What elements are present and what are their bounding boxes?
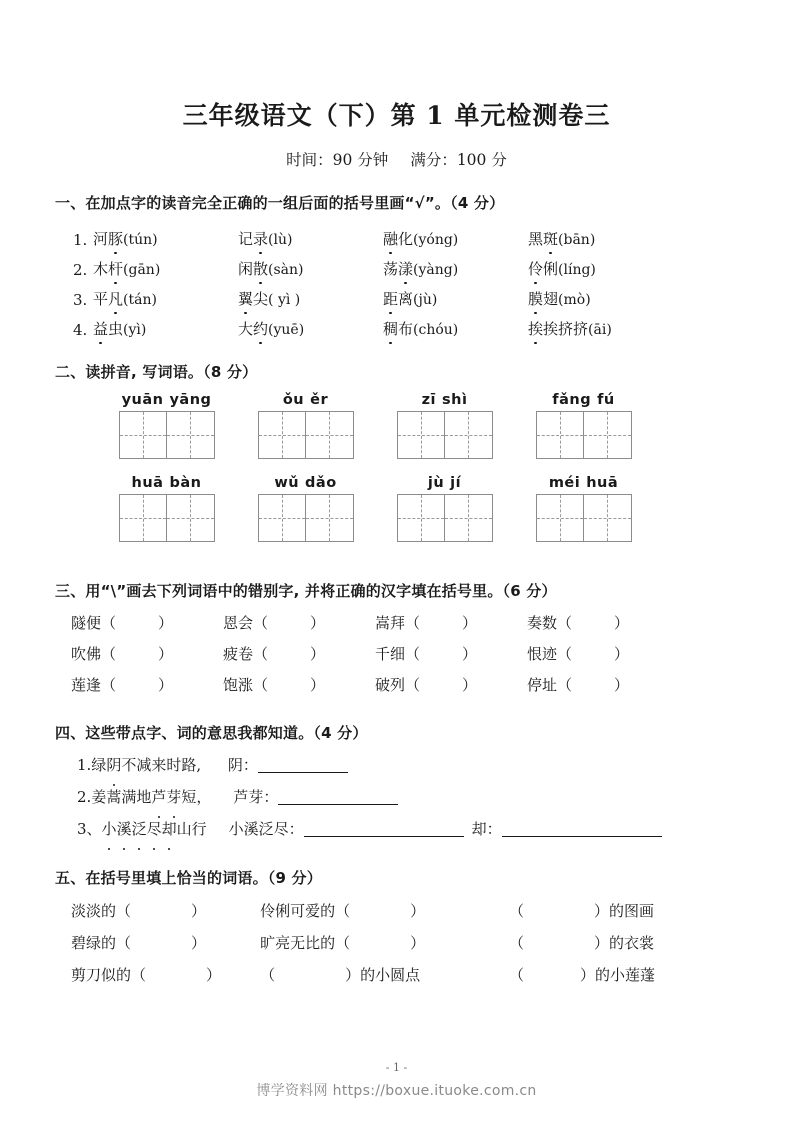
row-index: 4.	[73, 321, 88, 339]
wrong-char-item[interactable]: 吹佛（ ）	[71, 645, 174, 663]
tianzige-cell[interactable]	[583, 412, 630, 458]
pronunciation-item[interactable]: 稠布(chóu)	[383, 320, 459, 338]
exam-meta	[55, 132, 738, 170]
pinyin-syllable: huā	[586, 475, 619, 491]
pronunciation-item[interactable]: 益虫(yì)	[93, 320, 147, 338]
tianzige-box[interactable]	[119, 494, 215, 542]
pronunciation-item[interactable]: 膜翅(mò)	[528, 290, 591, 308]
word-text: 饱涨	[223, 676, 254, 694]
pinyin-syllable: zī	[421, 392, 436, 408]
tianzige-group	[236, 475, 375, 542]
tianzige-cell[interactable]	[398, 412, 445, 458]
pinyin-reading: (tán)	[123, 292, 157, 308]
answer-blank[interactable]	[258, 772, 348, 773]
tianzige-row	[55, 475, 738, 542]
phrase-tail: ）	[191, 901, 207, 920]
pronunciation-item[interactable]: 荡漾(yàng)	[383, 260, 459, 278]
wrong-char-row	[55, 638, 738, 669]
wrong-char-item[interactable]: 奏数（ ）	[527, 614, 630, 632]
phrase-lead: 碧绿的（	[71, 933, 132, 952]
wrong-char-item[interactable]: 恨迹（ ）	[527, 645, 630, 663]
pinyin-syllable: yuān	[121, 392, 164, 408]
dotted-char: 凡	[108, 290, 124, 308]
phrase-lead: 旷亮无比的（	[260, 933, 351, 952]
section-2-grid-rows	[55, 382, 738, 542]
answer-label: 阴：	[227, 756, 258, 774]
section-5-rows	[55, 888, 738, 990]
dotted-char: 芦	[151, 781, 166, 813]
row-index: 3.	[73, 291, 88, 309]
pinyin-reading: (chóu)	[413, 322, 459, 338]
pinyin-syllable: dǎo	[305, 475, 337, 491]
fill-blank-item[interactable]	[509, 932, 738, 953]
pronunciation-item[interactable]: 黑斑(bān)	[528, 230, 596, 248]
pinyin-reading: (yì)	[123, 322, 147, 338]
word-pinyin	[119, 392, 215, 408]
answer-label: 小溪泛尽：	[228, 820, 304, 838]
tianzige-group	[514, 392, 653, 459]
row-index: 1.	[77, 756, 92, 774]
pinyin-reading: (yuē)	[268, 322, 305, 338]
dotted-char: 散	[253, 260, 269, 278]
word-pinyin	[258, 475, 354, 491]
phrase-tail: ）	[206, 965, 222, 984]
tianzige-group	[375, 475, 514, 542]
pinyin-syllable: fǎng	[552, 392, 592, 408]
tianzige-cell[interactable]	[120, 412, 167, 458]
fill-blank-item[interactable]	[260, 964, 509, 985]
row-index: 2.	[73, 261, 88, 279]
tianzige-box[interactable]	[258, 411, 354, 459]
dotted-char: 翼	[238, 290, 254, 308]
fill-blank-item[interactable]	[71, 932, 260, 953]
page-number: - 1 -	[385, 1061, 408, 1074]
dotted-phrase	[151, 788, 181, 806]
dotted-char: 尽	[147, 813, 162, 845]
dotted-char: 阴	[106, 749, 121, 781]
wrong-char-item[interactable]: 莲逢（ ）	[71, 676, 174, 694]
word-pinyin	[397, 475, 493, 491]
word-text: 恨迹	[527, 645, 558, 663]
pronunciation-row	[55, 249, 738, 279]
word-text: 嵩拜	[375, 614, 406, 632]
pinyin-syllable: wǔ	[274, 475, 300, 491]
pinyin-syllable: jí	[450, 475, 462, 491]
dotted-char: 泛	[132, 813, 147, 845]
tianzige-cell[interactable]	[259, 495, 306, 541]
tianzige-box[interactable]	[536, 494, 632, 542]
tianzige-cell[interactable]	[398, 495, 445, 541]
tianzige-cell[interactable]	[444, 495, 491, 541]
pinyin-reading: (yàng)	[413, 262, 459, 278]
dotted-char: 豚	[108, 230, 124, 248]
pinyin-syllable: shì	[441, 392, 468, 408]
tianzige-box[interactable]	[119, 411, 215, 459]
pinyin-reading: (bān)	[558, 232, 596, 248]
word-pinyin	[397, 392, 493, 408]
phrase-lead: （	[509, 965, 525, 984]
meaning-row: 1.绿阴不减来时路, 阴：	[55, 749, 738, 781]
pronunciation-row	[55, 309, 738, 339]
pronunciation-item[interactable]: 翼尖( yì )	[238, 290, 301, 308]
wrong-char-row	[55, 669, 738, 700]
tianzige-group	[236, 392, 375, 459]
answer-blank[interactable]	[502, 836, 662, 837]
fill-blank-row	[55, 926, 738, 958]
tianzige-cell[interactable]	[120, 495, 167, 541]
dotted-char: 录	[253, 230, 269, 248]
pinyin-reading: (mò)	[558, 292, 591, 308]
tianzige-cell[interactable]	[305, 412, 352, 458]
phrase-tail: ）	[410, 933, 426, 952]
pinyin-syllable: yāng	[169, 392, 212, 408]
wrong-char-item[interactable]: 饱涨（ ）	[223, 676, 326, 694]
tianzige-group	[375, 392, 514, 459]
tianzige-cell[interactable]	[537, 495, 584, 541]
section-4-heading: 四、这些带点字、词的意思我都知道。（4 分）	[55, 724, 368, 742]
pinyin-reading: (gān)	[123, 262, 161, 278]
pinyin-reading: (tún)	[123, 232, 158, 248]
section-2-heading: 二、读拼音, 写词语。（8 分）	[55, 363, 258, 381]
pinyin-reading: ( yì )	[268, 292, 301, 308]
dotted-char: 杆	[108, 260, 124, 278]
pinyin-reading: (lù)	[268, 232, 293, 248]
pinyin-syllable: jù	[427, 475, 445, 491]
tianzige-box[interactable]	[397, 411, 493, 459]
page-title: 三年级语文（下）第 1 单元检测卷三	[182, 101, 611, 130]
fill-blank-item[interactable]	[509, 900, 738, 921]
dotted-char: 距	[383, 290, 399, 308]
phrase-tail: ）的衣裳	[594, 933, 655, 952]
pronunciation-item[interactable]: 闲散(sàn)	[238, 260, 304, 278]
row-index: 1.	[73, 231, 88, 249]
wrong-char-item[interactable]: 恩会（ ）	[223, 614, 326, 632]
pronunciation-row	[55, 279, 738, 309]
phrase-tail: ）的小莲蓬	[580, 965, 656, 984]
pinyin-syllable: méi	[548, 475, 581, 491]
meaning-row: 3、小溪泛尽却山行 小溪泛尽： 却：	[55, 813, 738, 845]
wrong-char-item[interactable]: 疲卷（ ）	[223, 645, 326, 663]
fill-blank-row	[55, 894, 738, 926]
pronunciation-item[interactable]: 记录(lù)	[238, 230, 293, 248]
wrong-char-item[interactable]: 隧便（ ）	[71, 614, 174, 632]
word-text: 吹佛	[71, 645, 102, 663]
tianzige-cell[interactable]	[444, 412, 491, 458]
dotted-char: 小	[102, 813, 117, 845]
pronunciation-item[interactable]: 河豚(tún)	[93, 230, 158, 248]
pinyin-reading: (líng)	[558, 262, 596, 278]
word-text: 恩会	[223, 614, 254, 632]
pinyin-syllable: bàn	[169, 475, 202, 491]
answer-blank[interactable]	[304, 836, 464, 837]
wrong-char-item[interactable]: 嵩拜（ ）	[375, 614, 478, 632]
phrase-tail: ）的图画	[594, 901, 655, 920]
phrase-lead: 伶俐可爱的（	[260, 901, 351, 920]
word-text: 隧便	[71, 614, 102, 632]
dotted-char: 挨	[528, 320, 544, 338]
tianzige-box[interactable]	[397, 494, 493, 542]
dotted-char: 却	[162, 813, 177, 845]
word-text: 莲逢	[71, 676, 102, 694]
fill-blank-item[interactable]	[260, 900, 509, 921]
fill-blank-item[interactable]	[260, 932, 509, 953]
word-text: 破列	[375, 676, 406, 694]
tianzige-group	[97, 475, 236, 542]
word-text: 奏数	[527, 614, 558, 632]
pronunciation-item[interactable]: 挨挨挤挤(āi)	[528, 320, 612, 338]
word-pinyin	[536, 392, 632, 408]
wrong-char-item[interactable]: 破列（ ）	[375, 676, 478, 694]
dotted-char: 益	[93, 320, 109, 338]
dotted-char: 斑	[543, 230, 559, 248]
tianzige-cell[interactable]	[537, 412, 584, 458]
fill-blank-row	[55, 958, 738, 990]
exam-time: 时间：90 分钟	[286, 151, 389, 169]
dotted-char: 融	[383, 230, 399, 248]
section-4-rows	[55, 743, 738, 845]
tianzige-box[interactable]	[536, 411, 632, 459]
tianzige-cell[interactable]	[166, 412, 213, 458]
wrong-char-row	[55, 607, 738, 638]
section-3-heading: 三、用“\”画去下列词语中的错别字, 并将正确的汉字填在括号里。（6 分）	[55, 582, 557, 600]
pinyin-reading: (yóng)	[413, 232, 459, 248]
word-text: 疲卷	[223, 645, 254, 663]
phrase-lead: 淡淡的（	[71, 901, 132, 920]
dotted-char: 约	[253, 320, 269, 338]
pronunciation-item[interactable]: 距离(jù)	[383, 290, 438, 308]
row-index: 2.	[77, 788, 92, 806]
phrase-lead: （	[509, 933, 525, 952]
tianzige-group	[514, 475, 653, 542]
pronunciation-item[interactable]: 融化(yóng)	[383, 230, 459, 248]
fill-blank-item[interactable]	[71, 900, 260, 921]
pronunciation-item[interactable]: 伶俐(líng)	[528, 260, 596, 278]
section-5-heading: 五、在括号里填上恰当的词语。（9 分）	[55, 869, 322, 887]
section-1-heading: 一、在加点字的读音完全正确的一组后面的括号里画“√”。（4 分）	[55, 194, 505, 212]
word-pinyin	[536, 475, 632, 491]
answer-blank[interactable]	[278, 804, 398, 805]
fill-blank-item[interactable]	[71, 964, 260, 985]
tianzige-cell[interactable]	[583, 495, 630, 541]
section-3-rows	[55, 601, 738, 700]
pronunciation-item[interactable]: 平凡(tán)	[93, 290, 157, 308]
tianzige-cell[interactable]	[305, 495, 352, 541]
dotted-char: 漾	[398, 260, 414, 278]
tianzige-cell[interactable]	[259, 412, 306, 458]
pronunciation-item[interactable]: 大约(yuē)	[238, 320, 305, 338]
dotted-phrase	[106, 756, 121, 774]
tianzige-row	[55, 392, 738, 459]
tianzige-box[interactable]	[258, 494, 354, 542]
meaning-row: 2.姜蒿满地芦芽短， 芦芽：	[55, 781, 738, 813]
pronunciation-item[interactable]: 木杆(gān)	[93, 260, 161, 278]
pinyin-reading: (āi)	[588, 322, 612, 338]
answer-label: 芦芽：	[233, 788, 279, 806]
answer-label: 却：	[471, 820, 502, 838]
word-pinyin	[119, 475, 215, 491]
phrase-lead: （	[260, 965, 276, 984]
dotted-char: 伶	[528, 260, 544, 278]
word-text: 千细	[375, 645, 406, 663]
wrong-char-item[interactable]: 千细（ ）	[375, 645, 478, 663]
tianzige-cell[interactable]	[166, 495, 213, 541]
dotted-char: 膜	[528, 290, 544, 308]
phrase-lead: （	[509, 901, 525, 920]
word-pinyin	[258, 392, 354, 408]
page-footer	[0, 1061, 793, 1100]
section-1-rows	[55, 213, 738, 339]
phrase-lead: 剪刀似的（	[71, 965, 147, 984]
dotted-char: 稠	[383, 320, 399, 338]
fill-blank-item[interactable]	[509, 964, 738, 985]
phrase-tail: ）的小圆点	[345, 965, 421, 984]
dotted-char: 芽	[166, 781, 181, 813]
dotted-phrase	[102, 820, 177, 838]
pinyin-syllable: ǒu	[282, 392, 305, 408]
phrase-tail: ）	[191, 933, 207, 952]
word-text: 停址	[527, 676, 558, 694]
pinyin-syllable: huā	[131, 475, 164, 491]
pinyin-syllable: ěr	[310, 392, 329, 408]
pinyin-reading: (sàn)	[268, 262, 304, 278]
site-watermark: 博学资料网 https://boxue.ituoke.com.cn	[256, 1083, 537, 1099]
pinyin-reading: (jù)	[413, 292, 438, 308]
pinyin-syllable: fú	[597, 392, 615, 408]
row-index: 3、	[77, 820, 102, 838]
pronunciation-row	[55, 219, 738, 249]
tianzige-group	[97, 392, 236, 459]
wrong-char-item[interactable]: 停址（ ）	[527, 676, 630, 694]
exam-total-score: 满分：100 分	[410, 151, 507, 169]
dotted-char: 溪	[117, 813, 132, 845]
phrase-tail: ）	[410, 901, 426, 920]
